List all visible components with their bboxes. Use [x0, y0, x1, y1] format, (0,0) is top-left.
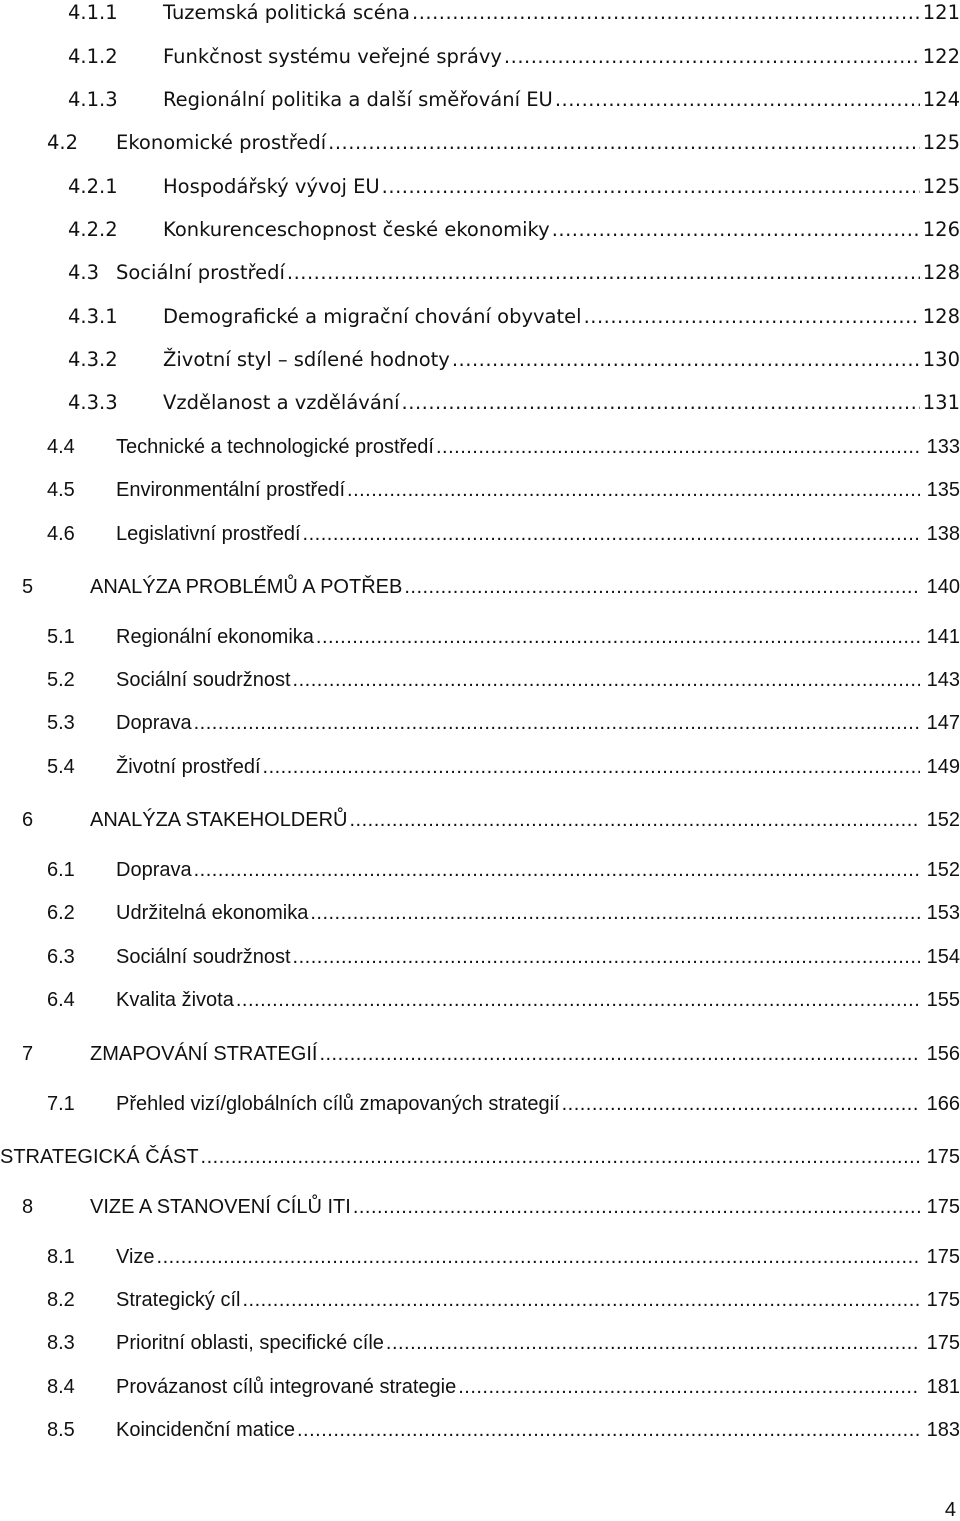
toc-entry-number: 8.5	[47, 1419, 75, 1441]
toc-entry-page: 135	[926, 479, 960, 501]
dot-leader	[452, 347, 920, 373]
toc-entry-title: Sociální prostředí	[116, 261, 285, 284]
toc-entry-page: 121	[922, 1, 960, 24]
toc-entry-number: 4.1.3	[68, 88, 118, 111]
toc-entry[interactable]	[47, 663, 960, 693]
dot-leader	[194, 857, 920, 883]
toc-entry-page: 181	[926, 1376, 960, 1398]
toc-entry[interactable]	[47, 517, 960, 547]
toc-entry[interactable]	[47, 126, 960, 156]
toc-entry-page: 175	[926, 1196, 960, 1218]
toc-entry-title: STRATEGICKÁ ČÁST	[0, 1146, 199, 1168]
toc-entry-page: 138	[926, 523, 960, 545]
toc-entry[interactable]	[68, 40, 960, 70]
toc-entry-number: 4.1.2	[68, 45, 118, 68]
toc-entry-title: Konkurenceschopnost české ekonomiky	[163, 218, 550, 241]
toc-entry-title: Sociální soudržnost	[116, 946, 291, 968]
toc-entry-number: 4.5	[47, 479, 75, 501]
toc-entry-page: 131	[922, 391, 960, 414]
toc-entry[interactable]	[47, 1413, 960, 1443]
toc-entry-page: 156	[926, 1043, 960, 1065]
toc-entry-number: 4.3.2	[68, 348, 118, 371]
dot-leader	[242, 1287, 920, 1313]
dot-leader	[412, 0, 920, 26]
toc-entry-page: 133	[926, 436, 960, 458]
toc-entry-title: Životní prostředí	[116, 756, 261, 778]
toc-entry-title: Regionální politika a další směřování EU	[163, 88, 553, 111]
toc-entry-title: Vize	[116, 1246, 155, 1268]
toc-entry-number: 6.2	[47, 902, 75, 924]
toc-entry[interactable]	[68, 256, 960, 286]
toc-entry[interactable]	[47, 430, 960, 460]
dot-leader	[584, 304, 920, 330]
dot-leader	[157, 1244, 920, 1270]
toc-entry-page: 175	[926, 1246, 960, 1268]
toc-entry-page: 130	[922, 348, 960, 371]
toc-entry-number: 8.4	[47, 1376, 75, 1398]
toc-entry-page: 166	[926, 1093, 960, 1115]
dot-leader	[382, 174, 920, 200]
toc-entry-page: 175	[926, 1332, 960, 1354]
toc-entry-page: 153	[926, 902, 960, 924]
dot-leader	[386, 1330, 920, 1356]
toc-entry[interactable]	[68, 0, 960, 26]
toc-entry-title: Životní styl – sdílené hodnoty	[163, 348, 450, 371]
dot-leader	[353, 1194, 920, 1220]
dot-leader	[347, 477, 920, 503]
dot-leader	[293, 944, 920, 970]
toc-entry-number: 4.2	[47, 131, 79, 154]
toc-entry[interactable]	[47, 1283, 960, 1313]
toc-entry-page: 149	[926, 756, 960, 778]
toc-entry-page: 175	[926, 1146, 960, 1168]
toc-entry-title: Kvalita života	[116, 989, 234, 1011]
toc-entry-title: VIZE A STANOVENÍ CÍLŮ ITI	[90, 1196, 351, 1218]
toc-entry-title: Provázanost cílů integrované strategie	[116, 1376, 457, 1398]
page-number: 4	[944, 1499, 956, 1521]
toc-entry-title: Hospodářský vývoj EU	[163, 175, 380, 198]
toc-entry-number: 4.2.2	[68, 218, 118, 241]
toc-entry-number: 4.3	[68, 261, 100, 284]
toc-entry-number: 6.1	[47, 859, 75, 881]
dot-leader	[263, 754, 920, 780]
toc-entry-number: 5.1	[47, 626, 75, 648]
toc-entry-title: ZMAPOVÁNÍ STRATEGIÍ	[90, 1043, 318, 1065]
toc-entry[interactable]	[22, 570, 960, 600]
toc-entry[interactable]	[68, 213, 960, 243]
toc-entry[interactable]	[47, 1087, 960, 1117]
toc-entry-title: Demografické a migrační chování obyvatel	[163, 305, 582, 328]
toc-entry-page: 124	[922, 88, 960, 111]
dot-leader	[552, 217, 920, 243]
toc-entry-page: 154	[926, 946, 960, 968]
toc-entry[interactable]	[22, 803, 960, 833]
dot-leader	[562, 1091, 920, 1117]
toc-entry-page: 143	[926, 669, 960, 691]
toc-entry-title: Vzdělanost a vzdělávání	[163, 391, 400, 414]
toc-entry-title: Ekonomické prostředí	[116, 131, 327, 154]
toc-entry-number: 8.2	[47, 1289, 75, 1311]
dot-leader	[436, 434, 920, 460]
toc-entry-number: 5.2	[47, 669, 75, 691]
dot-leader	[319, 1041, 920, 1067]
toc-entry-page: 175	[926, 1289, 960, 1311]
dot-leader	[201, 1144, 920, 1170]
toc-entry-page: 122	[922, 45, 960, 68]
toc-entry[interactable]	[47, 473, 960, 503]
toc-entry-number: 8	[22, 1196, 34, 1218]
toc-entry-number: 6	[22, 809, 34, 831]
toc-entry-number: 8.3	[47, 1332, 75, 1354]
toc-entry-number: 6.3	[47, 946, 75, 968]
toc-entry-page: 128	[922, 305, 960, 328]
toc-entry[interactable]	[68, 170, 960, 200]
toc-entry-page: 141	[926, 626, 960, 648]
toc-entry[interactable]	[68, 83, 960, 113]
toc-entry[interactable]	[47, 983, 960, 1013]
toc-entry-title: Doprava	[116, 712, 192, 734]
toc-entry[interactable]	[47, 940, 960, 970]
toc-entry[interactable]	[0, 1140, 960, 1170]
toc-entry-title: Regionální ekonomika	[116, 626, 314, 648]
dot-leader	[402, 390, 920, 416]
toc-entry-number: 6.4	[47, 989, 75, 1011]
dot-leader	[297, 1417, 920, 1443]
toc-entry-title: Tuzemská politická scéna	[163, 1, 411, 24]
toc-entry-title: Prioritní oblasti, specifické cíle	[116, 1332, 384, 1354]
toc-entry-title: Technické a technologické prostředí	[116, 436, 434, 458]
toc-entry-number: 4.4	[47, 436, 75, 458]
toc-entry-number: 5	[22, 576, 34, 598]
toc-entry-number: 7.1	[47, 1093, 75, 1115]
dot-leader	[287, 260, 920, 286]
toc-entry-number: 5.3	[47, 712, 75, 734]
toc-entry-title: Funkčnost systému veřejné správy	[163, 45, 502, 68]
toc-entry-title: Přehled vizí/globálních cílů zmapovaných strategií	[116, 1093, 560, 1115]
toc-entry-page: 183	[926, 1419, 960, 1441]
toc-entry-page: 147	[926, 712, 960, 734]
dot-leader	[555, 87, 920, 113]
toc-entry-title: Legislativní prostředí	[116, 523, 301, 545]
dot-leader	[310, 900, 920, 926]
toc-entry-number: 7	[22, 1043, 34, 1065]
toc-entry[interactable]	[68, 386, 960, 416]
toc-entry-page: 140	[926, 576, 960, 598]
toc-entry-title: ANALÝZA STAKEHOLDERŮ	[90, 809, 348, 831]
toc-entry-page: 125	[922, 175, 960, 198]
toc-entry-number: 5.4	[47, 756, 75, 778]
toc-entry[interactable]	[47, 750, 960, 780]
toc-entry-title: Doprava	[116, 859, 192, 881]
toc-entry-number: 4.2.1	[68, 175, 118, 198]
dot-leader	[504, 44, 920, 70]
dot-leader	[458, 1374, 920, 1400]
toc-entry[interactable]	[47, 620, 960, 650]
toc-entry[interactable]	[47, 896, 960, 926]
toc-entry-page: 126	[922, 218, 960, 241]
toc-entry-number: 4.3.1	[68, 305, 118, 328]
dot-leader	[194, 710, 920, 736]
toc-entry-title: Strategický cíl	[116, 1289, 241, 1311]
toc-entry-page: 125	[922, 131, 960, 154]
dot-leader	[316, 624, 920, 650]
toc-entry-title: Koincidenční matice	[116, 1419, 295, 1441]
dot-leader	[303, 521, 920, 547]
toc-entry[interactable]	[47, 1326, 960, 1356]
toc-entry-title: Environmentální prostředí	[116, 479, 346, 501]
toc-entry[interactable]	[47, 706, 960, 736]
toc-entry-number: 4.1.1	[68, 1, 118, 24]
dot-leader	[293, 667, 920, 693]
toc-entry-page: 128	[922, 261, 960, 284]
toc-entry[interactable]	[22, 1037, 960, 1067]
toc-entry[interactable]	[22, 1190, 960, 1220]
toc-entry-title: Sociální soudržnost	[116, 669, 291, 691]
dot-leader	[236, 987, 920, 1013]
toc-entry-number: 8.1	[47, 1246, 75, 1268]
dot-leader	[404, 574, 920, 600]
toc-entry-page: 152	[926, 809, 960, 831]
toc-entry[interactable]	[47, 853, 960, 883]
toc-entry-page: 155	[926, 989, 960, 1011]
dot-leader	[349, 807, 920, 833]
toc-entry-number: 4.6	[47, 523, 75, 545]
dot-leader	[328, 130, 920, 156]
toc-entry-title: ANALÝZA PROBLÉMŮ A POTŘEB	[90, 576, 403, 598]
toc-entry[interactable]	[47, 1240, 960, 1270]
toc-entry-number: 4.3.3	[68, 391, 118, 414]
toc-entry[interactable]	[68, 343, 960, 373]
toc-entry[interactable]	[68, 300, 960, 330]
toc-entry[interactable]	[47, 1370, 960, 1400]
toc-entry-page: 152	[926, 859, 960, 881]
toc-entry-title: Udržitelná ekonomika	[116, 902, 309, 924]
